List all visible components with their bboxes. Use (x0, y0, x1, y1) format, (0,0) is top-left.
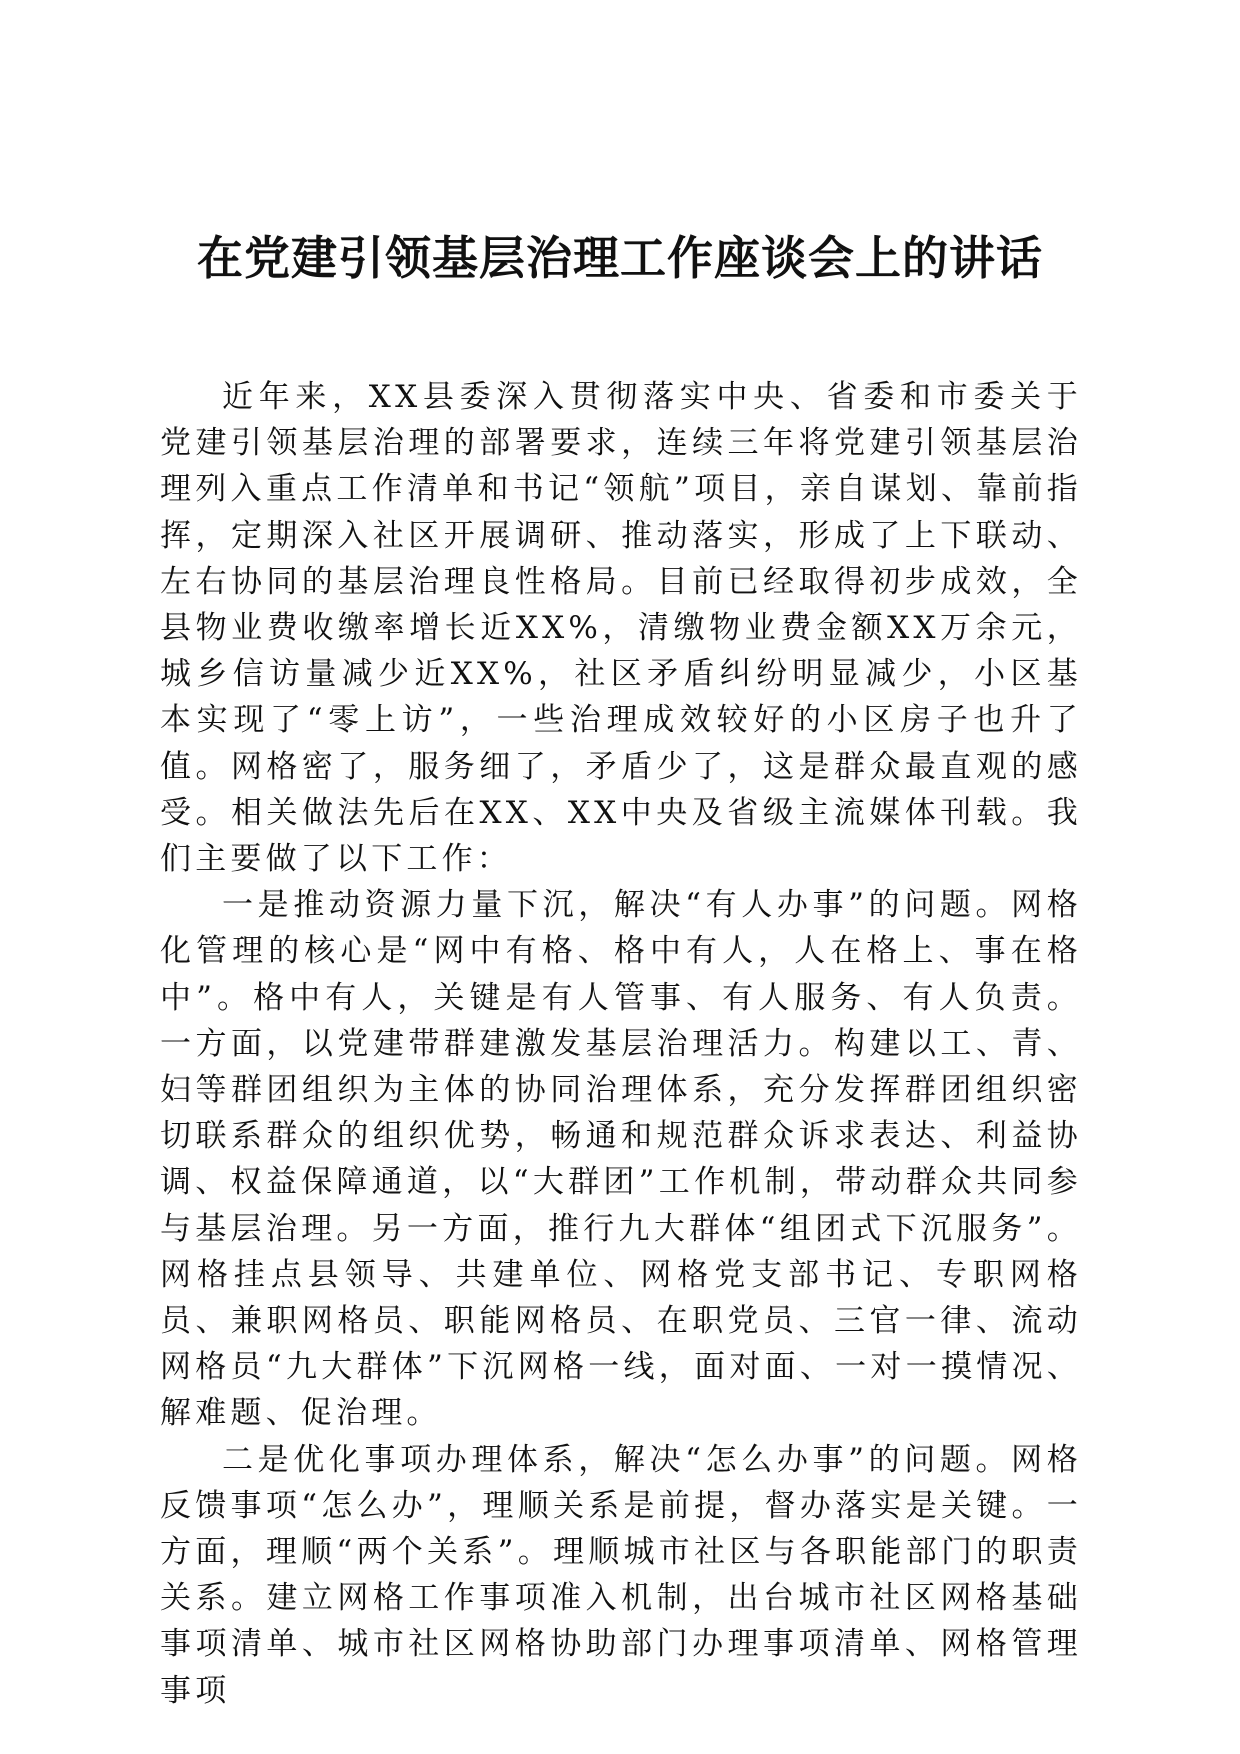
document-body (160, 374, 1082, 1714)
paragraph-point-two: 二是优化事项办理体系，解决“怎么办事”的问题。网格反馈事项“怎么办”，理顺关系是前提，督办落实是关键。一方面，理顺“两个关系”。理顺城市社区与各职能部门的职责关系。建立网格工作事项准入机制，出台城市社区网格基础事项清单、城市社区网格协助部门办理事项清单、网格管理事项 (160, 1441, 1082, 1709)
paragraph-intro: 近年来，XX县委深入贯彻落实中央、省委和市委关于党建引领基层治理的部署要求，连续三年将党建引领基层治理列入重点工作清单和书记“领航”项目，亲自谋划、靠前指挥，定期深入社区开展调研、推动落实，形成了上下联动、左右协同的基层治理良性格局。目前已经取得初步成效，全县物业费收缴率增长近XX%，清缴物业费金额XX万余元，城乡信访量减少近XX%，社区矛盾纠纷明显减少，小区基本实现了“零上访”，一些治理成效较好的小区房子也升了值。网格密了，服务细了，矛盾少了，这是群众最直观的感受。相关做法先后在XX、XX中央及省级主流媒体刊载。我们主要做了以下工作： (160, 379, 1082, 878)
document-title: 在党建引领基层治理工作座谈会上的讲话 (197, 231, 1043, 285)
paragraph-point-one: 一是推动资源力量下沉，解决“有人办事”的问题。网格化管理的核心是“网中有格、格中有人，人在格上、事在格中”。格中有人，关键是有人管事、有人服务、有人负责。一方面，以党建带群建激发基层治理活力。构建以工、青、妇等群团组织为主体的协同治理体系，充分发挥群团组织密切联系群众的组织优势，畅通和规范群众诉求表达、利益协调、权益保障通道，以“大群团”工作机制，带动群众共同参与基层治理。另一方面，推行九大群体“组团式下沉服务”。网格挂点县领导、共建单位、网格党支部书记、专职网格员、兼职网格员、职能网格员、在职党员、三官一律、流动网格员“九大群体”下沉网格一线，面对面、一对一摸情况、解难题、促治理。 (160, 887, 1082, 1432)
